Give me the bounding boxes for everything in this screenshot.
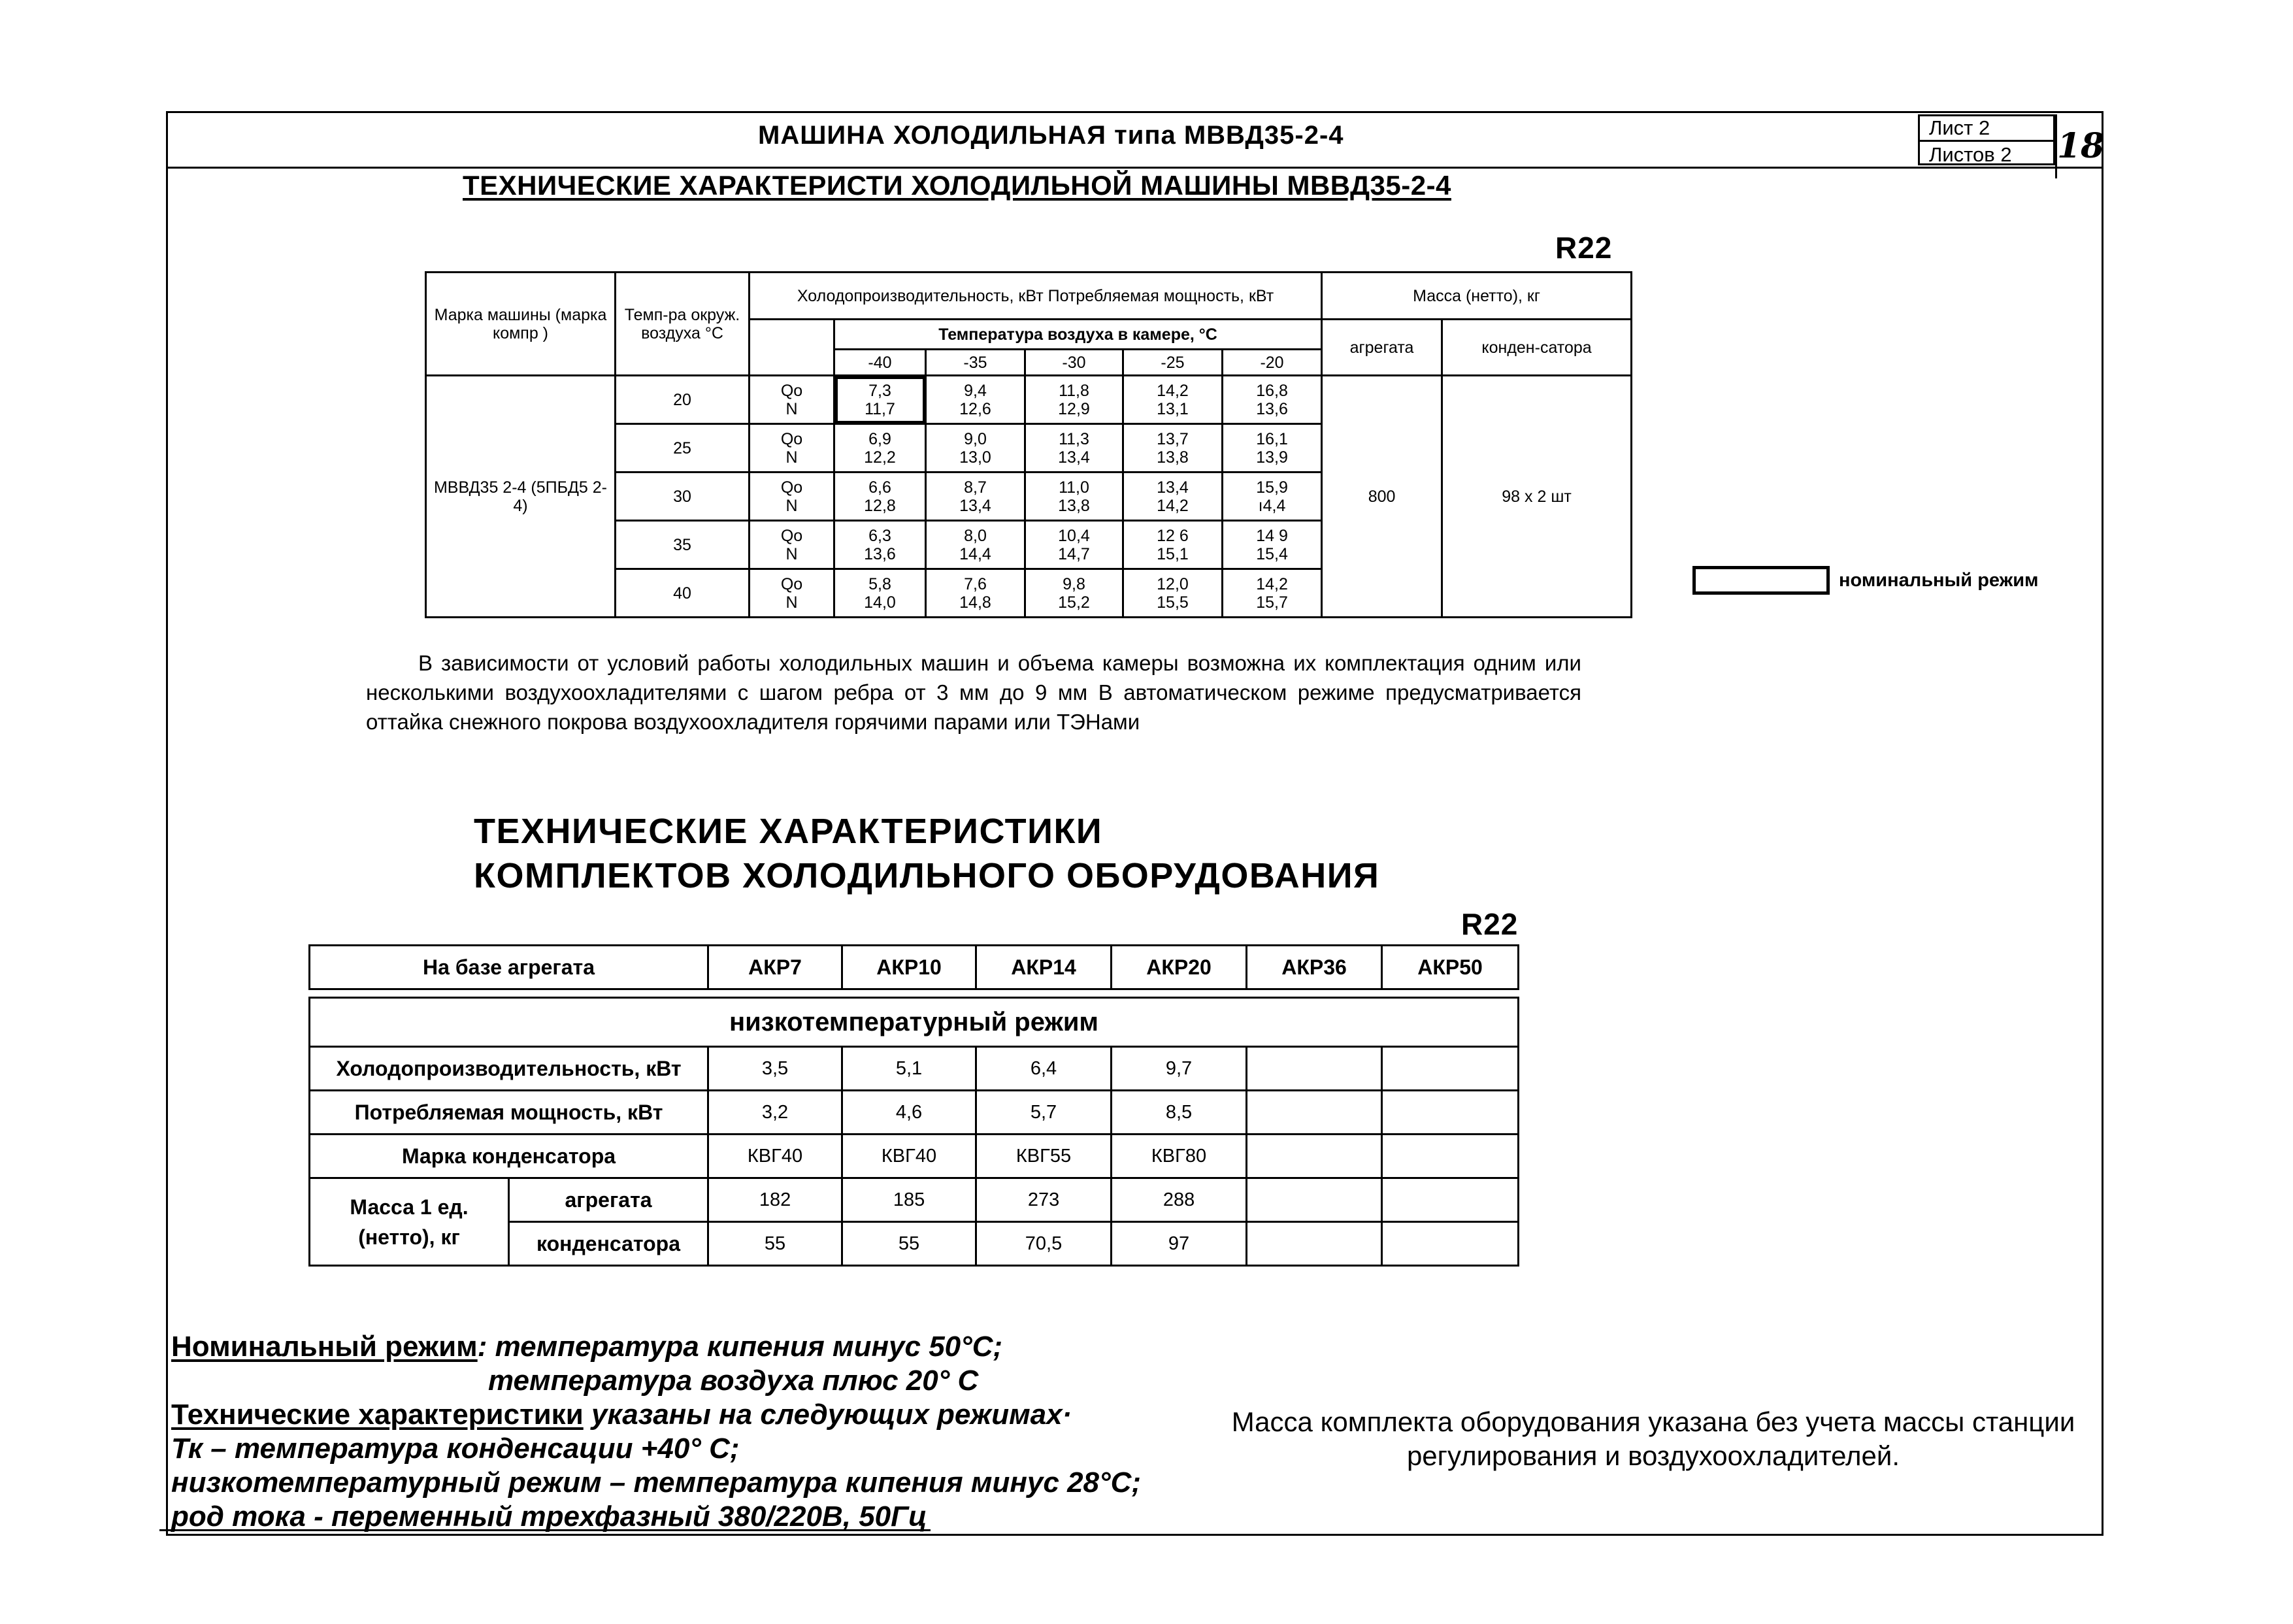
power-label: Потребляемая мощность, кВт: [310, 1091, 708, 1135]
power-value: [1382, 1091, 1519, 1135]
qo-value: 11,8: [1059, 381, 1089, 400]
condenser-value: [1382, 1135, 1519, 1178]
legend-swatch: [1692, 566, 1830, 595]
condenser-value: [1247, 1135, 1382, 1178]
chamber-temp: -35: [926, 350, 1025, 376]
low-temp-note: низкотемпературный режим – температура кипения минус 28°С;: [171, 1467, 1142, 1499]
qo-value: 12 6: [1157, 526, 1189, 545]
n-value: 15,4: [1256, 544, 1288, 563]
qo-value: 14,2: [1157, 381, 1189, 400]
col-machine-header: Марка машины (марка компр ): [426, 273, 616, 376]
value-cell: [926, 424, 1025, 472]
chamber-temp: -20: [1223, 350, 1322, 376]
col-mass-unit-header: агрегата: [1322, 320, 1442, 376]
power-value: 3,2: [708, 1091, 842, 1135]
notes-block: [171, 1330, 1141, 1534]
qo-label: Qo: [780, 526, 803, 545]
qo-value: 14,2: [1256, 574, 1288, 593]
machine-spec-table: [425, 271, 1632, 618]
mass-condenser-value: 98 х 2 шт: [1442, 376, 1632, 618]
qo-value: 11,0: [1059, 478, 1089, 497]
col-mass-condenser-header: конден-сатора: [1442, 320, 1632, 376]
n-label: N: [785, 399, 798, 418]
qo-value: 10,4: [1058, 526, 1090, 545]
current-note: род тока - переменный трехфазный 380/220В, 50Гц: [171, 1500, 927, 1533]
n-value: 14,0: [864, 593, 896, 612]
value-cell: [926, 376, 1025, 424]
qo-value: 13,4: [1157, 478, 1189, 497]
ambient-temp: 35: [616, 521, 750, 569]
qo-value: 13,7: [1157, 429, 1189, 448]
sheets-total-label: Листов 2: [1929, 143, 2012, 166]
value-cell: [926, 521, 1025, 569]
qo-value: 16,8: [1256, 381, 1288, 400]
section2-title-line2: КОМПЛЕКТОВ ХОЛОДИЛЬНОГО ОБОРУДОВАНИЯ: [474, 856, 1380, 895]
equipment-spec-table: [308, 944, 1519, 1267]
n-value: 12,9: [1058, 399, 1090, 418]
n-value: 14,4: [959, 544, 991, 563]
ambient-temp: 20: [616, 376, 750, 424]
value-cell: [1123, 472, 1223, 521]
n-value: 12,2: [864, 448, 896, 467]
sheet-info-box: [1918, 114, 2055, 165]
mass-condenser-value: 55: [708, 1222, 842, 1266]
mass-unit-label: агрегата: [509, 1178, 708, 1222]
value-cell: [1025, 376, 1123, 424]
capacity-value: 9,7: [1112, 1047, 1247, 1091]
qo-value: 8,7: [964, 478, 987, 497]
n-value: 13,1: [1157, 399, 1189, 418]
mass-unit-value: [1382, 1178, 1519, 1222]
n-value: 15,2: [1058, 593, 1090, 612]
n-value: 13,4: [1058, 448, 1090, 467]
value-cell: [1223, 521, 1322, 569]
qo-value: 7,3: [868, 381, 891, 400]
nominal-mode-legend: [1692, 566, 2039, 595]
power-value: [1247, 1091, 1382, 1135]
n-value: 14,7: [1058, 544, 1090, 563]
ambient-temp: 30: [616, 472, 750, 521]
nominal-note: [171, 1330, 1141, 1364]
capacity-label: Холодопроизводительность, кВт: [310, 1047, 708, 1091]
chamber-temp: -40: [834, 350, 926, 376]
value-cell: [1223, 569, 1322, 618]
value-cell: [1123, 521, 1223, 569]
mass-condenser-value: 97: [1112, 1222, 1247, 1266]
n-value: 12,8: [864, 496, 896, 515]
table-gap: [310, 989, 1519, 998]
value-cell: [1223, 376, 1322, 424]
footer-underline: [159, 1529, 931, 1531]
value-cell: [1025, 521, 1123, 569]
qo-n-label: [750, 569, 834, 618]
document-title: МАШИНА ХОЛОДИЛЬНАЯ типа МВВД35-2-4: [758, 121, 1344, 150]
n-value: 13,6: [864, 544, 896, 563]
power-value: 5,7: [976, 1091, 1112, 1135]
empty-header-cell: [750, 320, 834, 376]
qo-label: Qo: [780, 381, 803, 400]
qo-value: 16,1: [1256, 429, 1288, 448]
mass-label: Масса 1 ед. (нетто), кг: [310, 1178, 509, 1266]
mass-unit-value: 273: [976, 1178, 1112, 1222]
unit-header: АКР50: [1382, 946, 1519, 989]
qo-n-label: [750, 424, 834, 472]
qo-value: 8,0: [964, 526, 987, 545]
mass-condenser-value: 55: [842, 1222, 976, 1266]
value-cell: [834, 472, 926, 521]
ambient-temp: 25: [616, 424, 750, 472]
qo-n-label: [750, 472, 834, 521]
value-cell: [1025, 569, 1123, 618]
value-cell-nominal: [834, 376, 926, 424]
qo-value: 9,8: [1063, 574, 1085, 593]
value-cell: [1025, 472, 1123, 521]
capacity-value: 3,5: [708, 1047, 842, 1091]
qo-value: 12,0: [1157, 574, 1189, 593]
qo-value: 9,4: [964, 381, 987, 400]
description-paragraph: В зависимости от условий работы холодильных машин и объема камеры возможна их комплектация одним или несколькими воздухоохладителями с шагом ребра от 3 мм до 9 мм В автоматическом режиме предусматривается оттайка снежного покрова воздухоохладителя горячими парами или ТЭНами: [366, 651, 1581, 734]
qo-value: 7,6: [964, 574, 987, 593]
ambient-temp: 40: [616, 569, 750, 618]
section2-title: [474, 809, 1379, 898]
qo-value: 14 9: [1256, 526, 1288, 545]
machine-name: МВВД35 2-4 (5ПБД5 2-4): [426, 376, 616, 618]
chamber-temp: -25: [1123, 350, 1223, 376]
value-cell: [834, 521, 926, 569]
unit-header: АКР14: [976, 946, 1112, 989]
n-value: 14,8: [959, 593, 991, 612]
mass-condenser-label: конденсатора: [509, 1222, 708, 1266]
condenser-label: Марка конденсатора: [310, 1135, 708, 1178]
unit-header: АКР36: [1247, 946, 1382, 989]
qo-value: 15,9: [1256, 478, 1288, 497]
qo-label: Qo: [780, 574, 803, 593]
value-cell: [1123, 424, 1223, 472]
n-value: ı4,4: [1258, 496, 1286, 515]
n-label: N: [785, 496, 798, 515]
qo-value: 11,3: [1059, 429, 1089, 448]
value-cell: [1025, 424, 1123, 472]
section2-refrigerant: R22: [1461, 907, 1519, 941]
unit-header: АКР10: [842, 946, 976, 989]
capacity-value: 6,4: [976, 1047, 1112, 1091]
qo-value: 6,3: [868, 526, 891, 545]
value-cell: [1223, 424, 1322, 472]
qo-value: 5,8: [868, 574, 891, 593]
n-label: N: [785, 544, 798, 563]
capacity-value: [1382, 1047, 1519, 1091]
qo-value: 6,6: [868, 478, 891, 497]
n-value: 13,9: [1256, 448, 1288, 467]
n-value: 13,8: [1058, 496, 1090, 515]
qo-n-label: [750, 521, 834, 569]
n-label: N: [785, 448, 798, 467]
mode-row: низкотемпературный режим: [310, 998, 1519, 1047]
qo-label: Qo: [780, 429, 803, 448]
condenser-value: КВГ80: [1112, 1135, 1247, 1178]
n-value: 15,1: [1157, 544, 1189, 563]
n-value: 13,8: [1157, 448, 1189, 467]
capacity-value: 5,1: [842, 1047, 976, 1091]
mass-condenser-value: [1382, 1222, 1519, 1266]
section2-title-line1: ТЕХНИЧЕСКИЕ ХАРАКТЕРИСТИКИ: [474, 812, 1103, 851]
condenser-value: КВГ40: [842, 1135, 976, 1178]
n-value: 15,5: [1157, 593, 1189, 612]
n-value: 13,0: [959, 448, 991, 467]
col-chamber-temp-header: Температура воздуха в камере, °С: [834, 320, 1322, 350]
qo-value: 9,0: [964, 429, 987, 448]
value-cell: [1223, 472, 1322, 521]
nominal-note-label: Номинальный режим: [171, 1331, 478, 1363]
n-label: N: [785, 593, 798, 612]
condenser-value: КВГ40: [708, 1135, 842, 1178]
condenser-value: КВГ55: [976, 1135, 1112, 1178]
n-value: 14,2: [1157, 496, 1189, 515]
col-temp-header: Темп-ра окруж. воздуха °С: [616, 273, 750, 376]
mass-unit-value: 288: [1112, 1178, 1247, 1222]
header-divider: [166, 167, 2103, 169]
col-capacity-header: Холодопроизводительность, кВт Потребляемая мощность, кВт: [750, 273, 1322, 320]
nominal-note-line2: температура воздуха плюс 20° С: [488, 1365, 979, 1397]
qo-label: Qo: [780, 478, 803, 497]
value-cell: [834, 424, 926, 472]
value-cell: [926, 569, 1025, 618]
col-mass-header: Масса (нетто), кг: [1322, 273, 1632, 320]
n-value: 11,7: [865, 399, 895, 418]
mass-unit-value: 185: [842, 1178, 976, 1222]
sheet-label: Лист 2: [1920, 116, 2053, 142]
qo-value: 6,9: [868, 429, 891, 448]
unit-header: АКР7: [708, 946, 842, 989]
value-cell: [926, 472, 1025, 521]
chamber-temp: -30: [1025, 350, 1123, 376]
mass-unit-value: 800: [1322, 376, 1442, 618]
unit-header: АКР20: [1112, 946, 1247, 989]
sheet-number: 18: [2055, 114, 2103, 178]
capacity-value: [1247, 1047, 1382, 1091]
value-cell: [834, 569, 926, 618]
n-value: 13,6: [1256, 399, 1288, 418]
tech-note-label: Технические характеристики: [171, 1399, 584, 1431]
mass-unit-value: [1247, 1178, 1382, 1222]
n-value: 12,6: [959, 399, 991, 418]
value-cell: [1123, 376, 1223, 424]
legend-label: номинальный режим: [1839, 569, 2039, 591]
mass-unit-value: 182: [708, 1178, 842, 1222]
power-value: 4,6: [842, 1091, 976, 1135]
power-value: 8,5: [1112, 1091, 1247, 1135]
mass-condenser-value: 70,5: [976, 1222, 1112, 1266]
tech-note: [171, 1398, 1141, 1432]
n-value: 13,4: [959, 496, 991, 515]
nominal-note-line1: : температура кипения минус 50°С;: [477, 1331, 1003, 1363]
mass-condenser-value: [1247, 1222, 1382, 1266]
qo-n-label: [750, 376, 834, 424]
mass-note: Масса комплекта оборудования указана без учета массы станции регулирования и воздухоохладителей.: [1231, 1406, 2075, 1471]
section1-title: ТЕХНИЧЕСКИЕ ХАРАКТЕРИСТИ ХОЛОДИЛЬНОЙ МАШИНЫ МВВД35-2-4: [463, 170, 1451, 201]
tk-note: Тк – температура конденсации +40° С;: [171, 1433, 740, 1465]
tech-note-rest: указаны на следующих режимах·: [583, 1399, 1072, 1431]
n-value: 15,7: [1256, 593, 1288, 612]
base-unit-label: На базе агрегата: [310, 946, 708, 989]
value-cell: [1123, 569, 1223, 618]
section1-refrigerant: R22: [1555, 231, 1613, 265]
